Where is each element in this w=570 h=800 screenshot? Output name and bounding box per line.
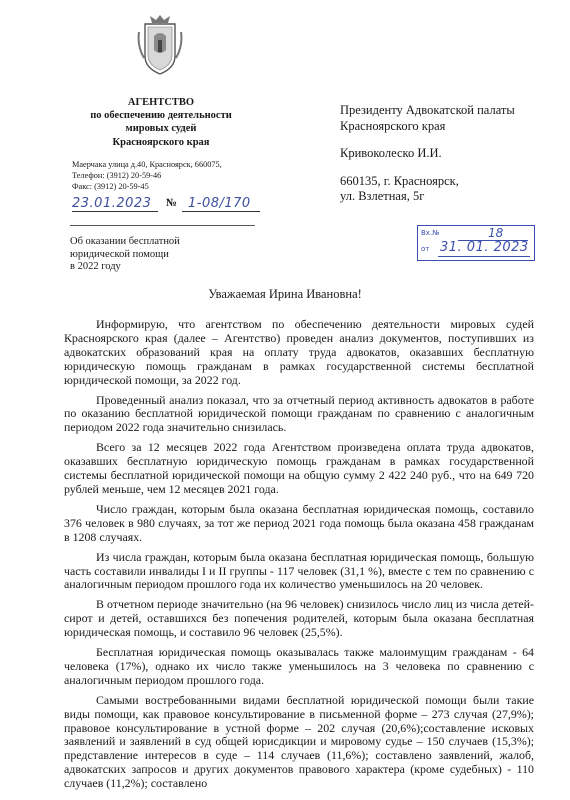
recipient-city: 660135, г. Красноярск, xyxy=(340,173,459,188)
sender-organization xyxy=(66,96,256,149)
registration-number: 1-08/170 xyxy=(188,196,251,211)
body-paragraph: Информирую, что агентством по обеспечению деятельности мировых судей Красноярского края (далее – Агентство) проведен анализ документов, поступивших из адвокатских образований края на оплату труда адвокатов, оказавших бесплатную юридическую помощь гражданам в рамках государственной системы бесплатной юридической помощи, за 2022 год. xyxy=(64,317,534,387)
stamp-date-line xyxy=(438,256,530,257)
stamp-date: 31. 01. 2023 xyxy=(440,240,529,255)
body-paragraph: Всего за 12 месяцев 2022 года Агентством произведена оплата труда адвокатов, оказавших бесплатную юридическую помощь гражданам в рамках государственной системы бесплатной юридической помощи на общую сумму 2 422 240 руб., что на 649 720 рублей меньше, чем 12 месяцев 2021 года. xyxy=(64,440,534,496)
recipient-region: Красноярского края xyxy=(340,118,446,133)
subject-line: Об оказании бесплатной xyxy=(70,236,180,247)
body-paragraph: Число граждан, которым была оказана бесплатная юридическая помощь, составило 376 человек в 980 случаях, за тот же период 2021 года помощь была оказана 458 гражданам в 1208 случаях. xyxy=(64,501,534,544)
number-underline xyxy=(182,211,260,212)
body-paragraph: Бесплатная юридическая помощь оказывалась также малоимущим гражданам - 64 человека (17%), однако их число также уменьшилось на 3 человека по сравнению с аналогичным периодом прошлого года. xyxy=(64,645,534,687)
sender-line: мировых судей xyxy=(125,123,197,135)
number-sign: № xyxy=(166,197,178,209)
stamp-label-number: Вх.№ xyxy=(421,229,440,237)
body-paragraph: Из числа граждан, которым была оказана бесплатная юридическая помощь, большую часть составили инвалиды I и II группы - 117 человек (31,1 %), вместе с тем по сравнению с аналогичным периодом прошлого года их количество уменьшилось на 20 человек. xyxy=(64,549,534,592)
sender-contacts xyxy=(72,160,282,192)
letter-subject xyxy=(70,236,240,274)
recipient-block xyxy=(340,103,550,217)
body-paragraph: Проведенный анализ показал, что за отчетный период активность адвокатов в работе по оказанию бесплатной юридической помощи гражданам по сравнению с аналогичным периодом 2022 года значительно снизилась. xyxy=(64,392,534,435)
stamp-number: 18 xyxy=(488,226,504,240)
greeting: Уважаемая Ирина Ивановна! xyxy=(208,287,362,301)
recipient-name: Кривоколеско И.И. xyxy=(340,146,442,160)
recipient-title: Президенту Адвокатской палаты xyxy=(340,103,515,117)
registration-date: 23.01.2023 xyxy=(72,196,152,211)
letter-body xyxy=(64,318,534,797)
stamp-label-date: от xyxy=(421,245,430,253)
date-underline xyxy=(72,211,158,212)
subject-line: юридической помощи xyxy=(70,248,169,260)
body-paragraph: Самыми востребованными видами бесплатной юридической помощи были такие виды помощи, как правовое консультирование в письменной форме – 273 случая (27,9%); правовое консультирование в устной форме – 202 случая (20,6%);составление исковых заявлений и заявлений в суд общей юрисдикции и мировому судье – 150 случаев (15,3%); представление интересов в суде – 114 случаев (11,6%); составлено заявлений, жалоб, адвокатских запросов и других документов правового характера (кроме судебных) - 110 случаев (11,2%); составлено xyxy=(64,692,534,791)
body-paragraph: В отчетном периоде значительно (на 96 человек) снизилось число лиц из числа детей-сирот и детей, оставшихся без попечения родителей, которым была оказана бесплатная юридическая помощь, и составило 96 человек (25,5%). xyxy=(64,597,534,640)
sender-address: Маерчака улица д.40, Красноярск, 660075, xyxy=(72,160,222,169)
sender-fax: Факс: (3912) 20-59-45 xyxy=(72,181,149,191)
sender-line: Красноярского края xyxy=(112,136,210,148)
recipient-street: ул. Взлетная, 5г xyxy=(340,189,425,203)
incoming-stamp xyxy=(417,225,535,261)
subject-divider xyxy=(70,225,255,226)
registration-line xyxy=(72,196,262,216)
sender-line: АГЕНТСТВО xyxy=(127,97,195,108)
coat-of-arms-icon xyxy=(136,12,184,78)
sender-line: по обеспечению деятельности xyxy=(90,110,232,122)
subject-line: в 2022 году xyxy=(70,261,121,272)
sender-phone: Телефон: (3912) 20-59-46 xyxy=(72,170,162,180)
